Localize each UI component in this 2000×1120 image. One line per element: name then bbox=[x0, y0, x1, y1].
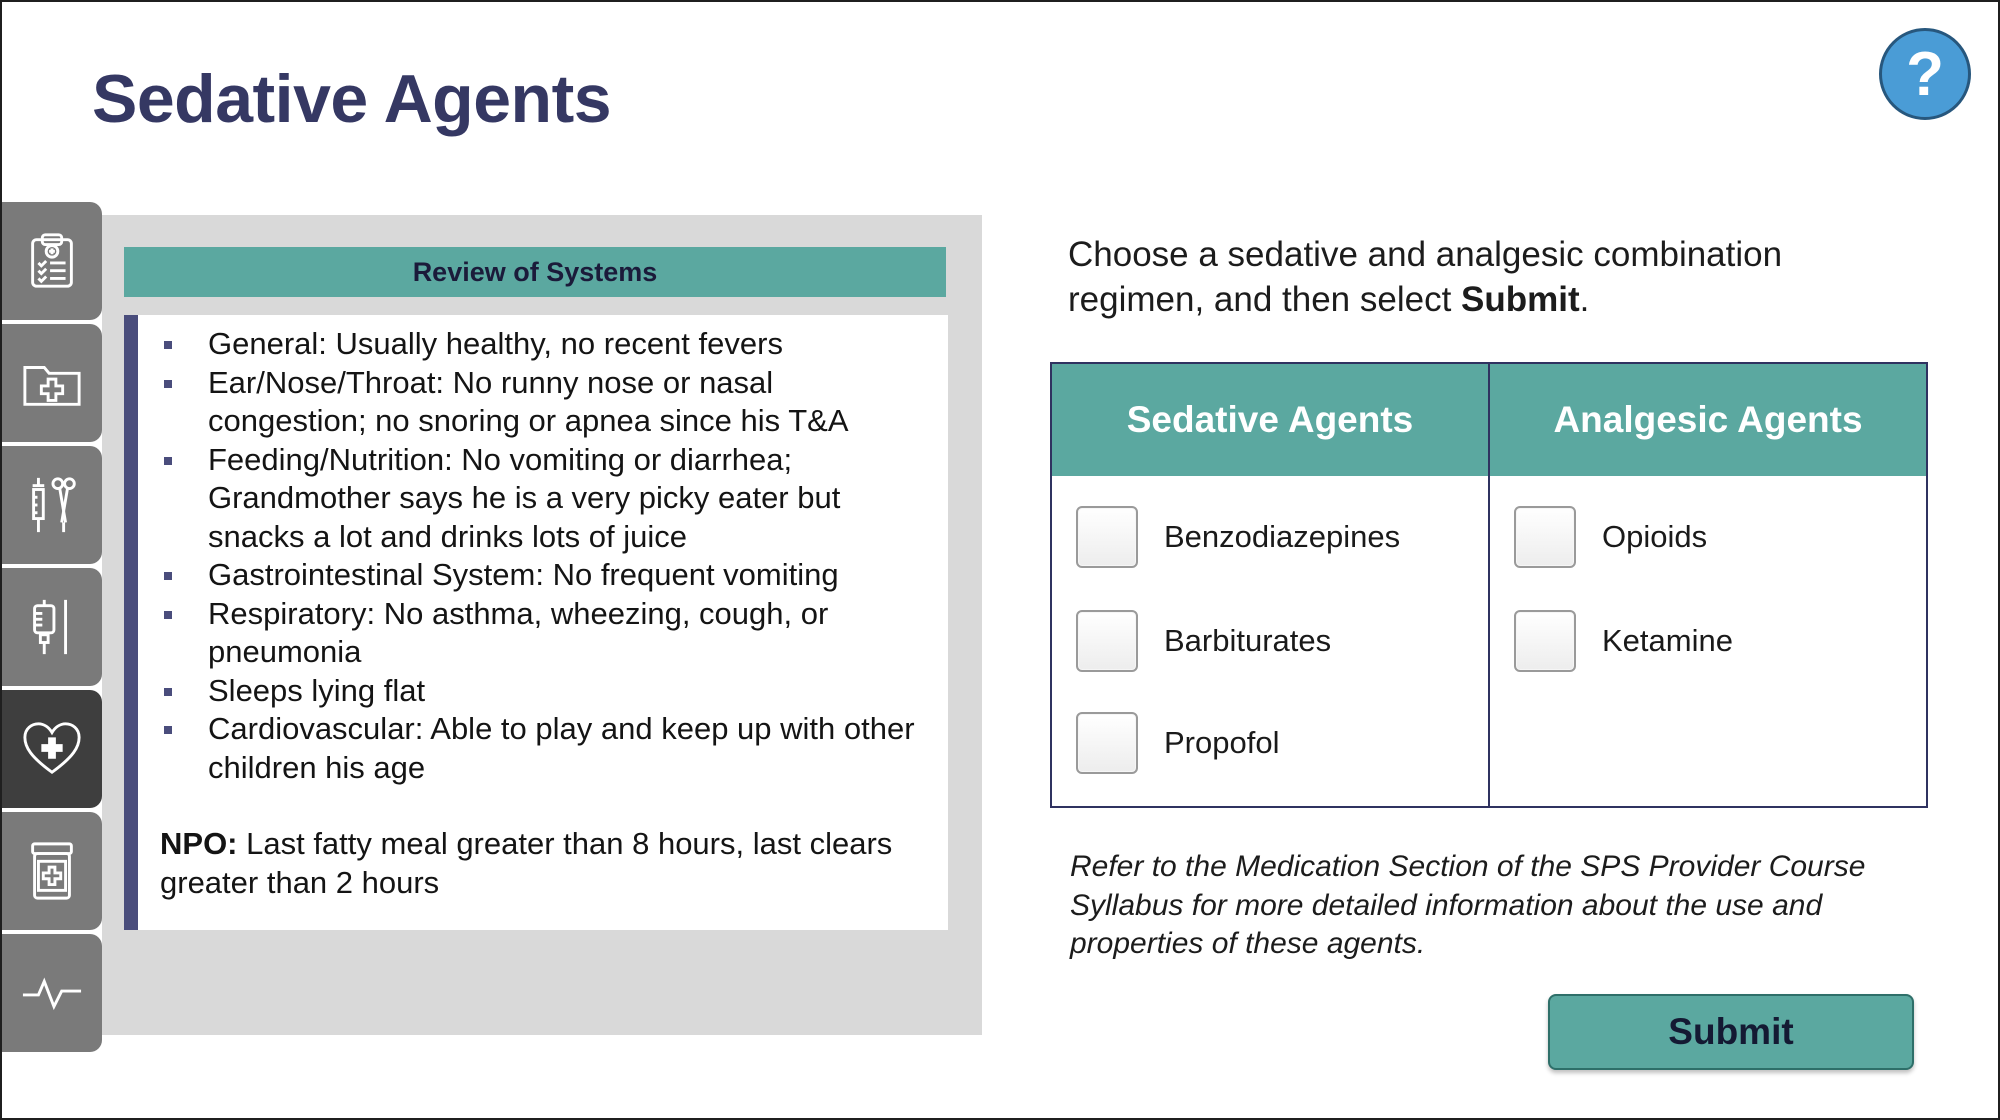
npo-details: Last fatty meal greater than 8 hours, last clears greater than 2 hours bbox=[160, 826, 893, 900]
option-label: Ketamine bbox=[1602, 623, 1733, 658]
option-label: Benzodiazepines bbox=[1164, 519, 1401, 554]
heartbeat-pulse-icon bbox=[21, 962, 83, 1024]
checkbox-ketamine[interactable] bbox=[1514, 610, 1576, 672]
npo-text bbox=[160, 825, 928, 902]
sidebar-item-medical-folder[interactable] bbox=[2, 324, 102, 442]
instructions bbox=[1068, 232, 1868, 322]
sidebar-item-vitals[interactable] bbox=[2, 934, 102, 1052]
medicine-jar-icon bbox=[21, 840, 83, 902]
sedative-header: Sedative Agents bbox=[1052, 364, 1488, 476]
instructions-text: Choose a sedative and analgesic combination regimen, and then select bbox=[1068, 235, 1783, 319]
iv-bag-icon bbox=[21, 596, 83, 658]
sidebar-item-clipboard[interactable] bbox=[2, 202, 102, 320]
review-list bbox=[160, 325, 928, 787]
option-ketamine[interactable] bbox=[1514, 610, 1733, 672]
sidebar-item-medication[interactable] bbox=[2, 812, 102, 930]
option-label: Propofol bbox=[1164, 725, 1280, 760]
option-benzodiazepines[interactable] bbox=[1076, 506, 1400, 568]
option-label: Barbiturates bbox=[1164, 623, 1332, 658]
sidebar-item-cardiac[interactable] bbox=[2, 690, 102, 808]
npo-label: NPO: bbox=[160, 826, 238, 861]
checkbox-benzodiazepines[interactable] bbox=[1076, 506, 1138, 568]
list-item: Gastrointestinal System: No frequent vomiting bbox=[160, 556, 928, 595]
syringe-scissors-icon bbox=[21, 474, 83, 536]
sedative-column bbox=[1052, 364, 1488, 806]
analgesic-header: Analgesic Agents bbox=[1490, 364, 1926, 476]
medical-folder-icon bbox=[21, 352, 83, 414]
list-item: Sleeps lying flat bbox=[160, 672, 928, 711]
list-item: Feeding/Nutrition: No vomiting or diarrhea; Grandmother says he is a very picky eater but snacks a lot and drinks lots of juice bbox=[160, 441, 928, 557]
list-item: Respiratory: No asthma, wheezing, cough, or pneumonia bbox=[160, 595, 928, 672]
checkbox-propofol[interactable] bbox=[1076, 712, 1138, 774]
review-panel bbox=[102, 215, 982, 1035]
review-header: Review of Systems bbox=[124, 247, 946, 297]
list-item: Cardiovascular: Able to play and keep up with other children his age bbox=[160, 710, 928, 787]
question-mark-icon: ? bbox=[1906, 39, 1944, 109]
analgesic-column bbox=[1488, 364, 1926, 806]
instructions-period: . bbox=[1579, 280, 1590, 319]
submit-button[interactable]: Submit bbox=[1548, 994, 1914, 1070]
help-button[interactable] bbox=[1879, 28, 1971, 120]
list-item: General: Usually healthy, no recent fevers bbox=[160, 325, 928, 364]
page-title: Sedative Agents bbox=[92, 61, 612, 137]
sidebar-item-iv[interactable] bbox=[2, 568, 102, 686]
checkbox-opioids[interactable] bbox=[1514, 506, 1576, 568]
list-item: Ear/Nose/Throat: No runny nose or nasal congestion; no snoring or apnea since his T&A bbox=[160, 364, 928, 441]
instructions-submit-word: Submit bbox=[1461, 280, 1580, 319]
option-opioids[interactable] bbox=[1514, 506, 1707, 568]
reference-note: Refer to the Medication Section of the SPS Provider Course Syllabus for more detailed information about the use and properties of these agents. bbox=[1070, 850, 1866, 960]
option-propofol[interactable] bbox=[1076, 712, 1279, 774]
checkbox-barbiturates[interactable] bbox=[1076, 610, 1138, 672]
heart-plus-icon bbox=[21, 718, 83, 780]
choice-table bbox=[1050, 362, 1928, 808]
review-body bbox=[124, 315, 948, 930]
clipboard-checklist-icon bbox=[21, 230, 83, 292]
option-label: Opioids bbox=[1602, 519, 1708, 554]
option-barbiturates[interactable] bbox=[1076, 610, 1331, 672]
sidebar-item-instruments[interactable] bbox=[2, 446, 102, 564]
